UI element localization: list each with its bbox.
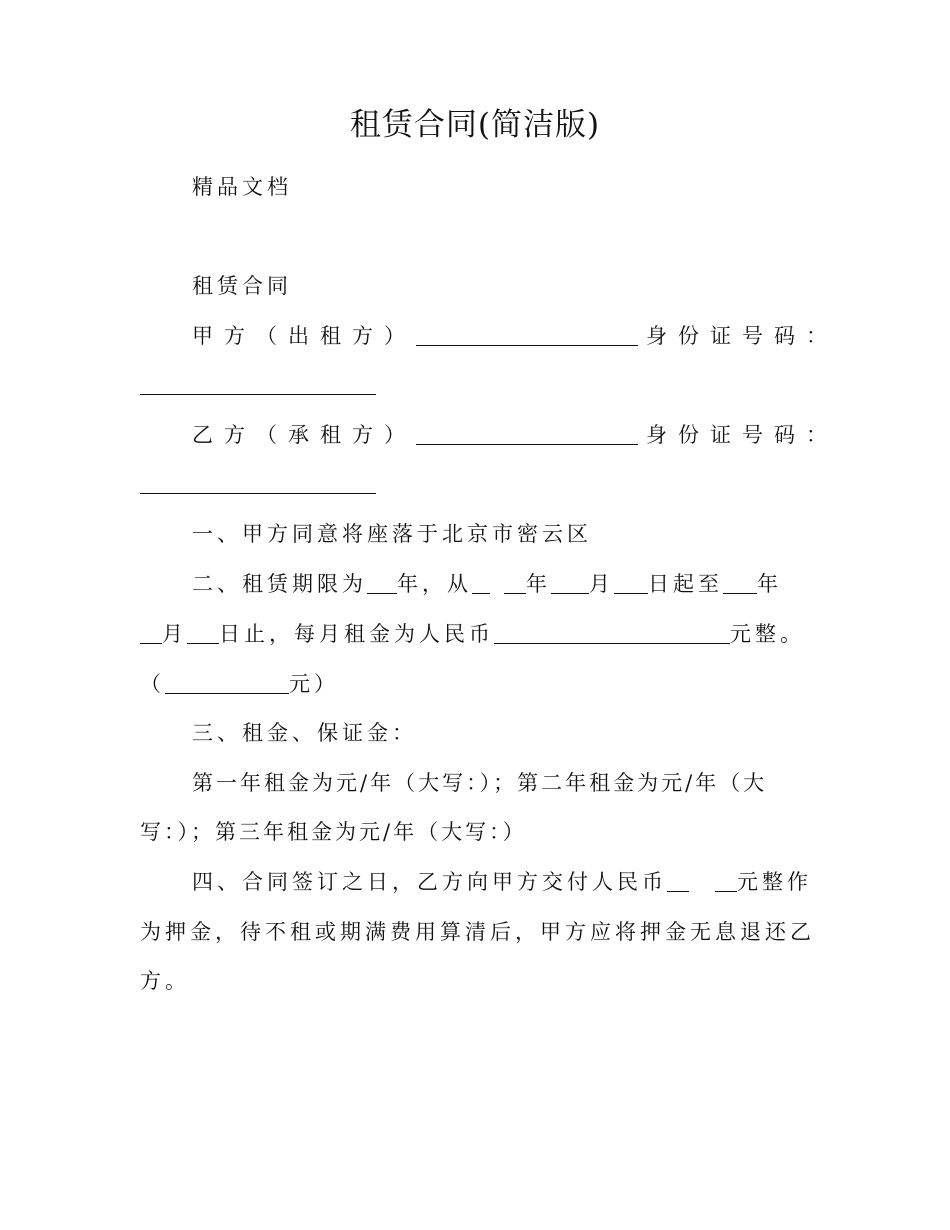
start-year-blank-a[interactable] bbox=[472, 571, 490, 594]
party-a-line bbox=[192, 321, 838, 351]
clause-2-year-label: 年 bbox=[526, 572, 551, 596]
party-b-id-line bbox=[140, 469, 810, 499]
party-b-name-blank[interactable] bbox=[416, 422, 638, 445]
party-a-label: 甲方（出租方） bbox=[192, 324, 416, 348]
clause-4-line-2: 为押金，待不租或期满费用算清后，甲方应将押金无息退还乙 bbox=[140, 920, 815, 944]
start-day-blank[interactable] bbox=[614, 571, 648, 594]
party-b-line bbox=[192, 420, 838, 450]
clause-2-day-to: 日止，每月租金为人民币 bbox=[219, 622, 494, 646]
end-day-blank[interactable] bbox=[187, 621, 219, 644]
deposit-blank-a[interactable] bbox=[667, 869, 689, 892]
clause-2-line-2 bbox=[140, 619, 810, 649]
start-month-blank[interactable] bbox=[551, 571, 589, 594]
clause-2-day-from: 日起至 bbox=[648, 572, 723, 596]
clause-2-year-from: 年，从 bbox=[397, 572, 472, 596]
monthly-rent-blank[interactable] bbox=[494, 621, 730, 644]
end-year-blank[interactable] bbox=[723, 571, 757, 594]
party-a-id-line bbox=[140, 370, 810, 400]
clause-2-paren-open: （ bbox=[140, 672, 165, 696]
clause-4-line-1 bbox=[192, 867, 810, 897]
contract-heading: 租赁合同 bbox=[192, 274, 292, 298]
clause-2-prefix: 二、租赁期限为 bbox=[192, 572, 367, 596]
rent-number-blank[interactable] bbox=[165, 671, 289, 694]
clause-2-total: 元整。 bbox=[730, 622, 805, 646]
clause-2-line-1 bbox=[192, 569, 810, 599]
clause-4-suffix: 元整作 bbox=[737, 870, 812, 894]
party-a-name-blank[interactable] bbox=[416, 323, 638, 346]
clause-1: 一、甲方同意将座落于北京市密云区 bbox=[192, 522, 592, 546]
clause-2-month-label: 月 bbox=[589, 572, 614, 596]
clause-4-prefix: 四、合同签订之日，乙方向甲方交付人民币 bbox=[192, 870, 667, 894]
end-month-blank[interactable] bbox=[140, 621, 162, 644]
clause-3-heading: 三、租金、保证金： bbox=[192, 721, 417, 745]
start-year-blank-b[interactable] bbox=[504, 571, 526, 594]
document-title: 租赁合同(简洁版) bbox=[349, 107, 601, 143]
party-a-id-label: 身份证号码： bbox=[646, 324, 838, 348]
clause-4-line-3: 方。 bbox=[140, 969, 190, 993]
clause-3-line-1: 第一年租金为元/年（大写：）；第二年租金为元/年（大 bbox=[192, 771, 768, 795]
deposit-blank-b[interactable] bbox=[715, 869, 737, 892]
party-b-id-label: 身份证号码： bbox=[646, 423, 838, 447]
clause-2-end-year-label: 年 bbox=[757, 572, 782, 596]
party-b-id-blank[interactable] bbox=[140, 471, 376, 494]
watermark-text: 精品文档 bbox=[192, 175, 292, 199]
clause-2-yuan-close: 元） bbox=[289, 672, 339, 696]
party-b-label: 乙方（承租方） bbox=[192, 423, 416, 447]
party-a-id-blank[interactable] bbox=[140, 372, 376, 395]
lease-years-blank[interactable] bbox=[367, 571, 397, 594]
clause-2-line-3 bbox=[140, 669, 810, 699]
clause-3-line-2: 写：）；第三年租金为元/年（大写：） bbox=[140, 820, 527, 844]
clause-2-end-month-label: 月 bbox=[162, 622, 187, 646]
